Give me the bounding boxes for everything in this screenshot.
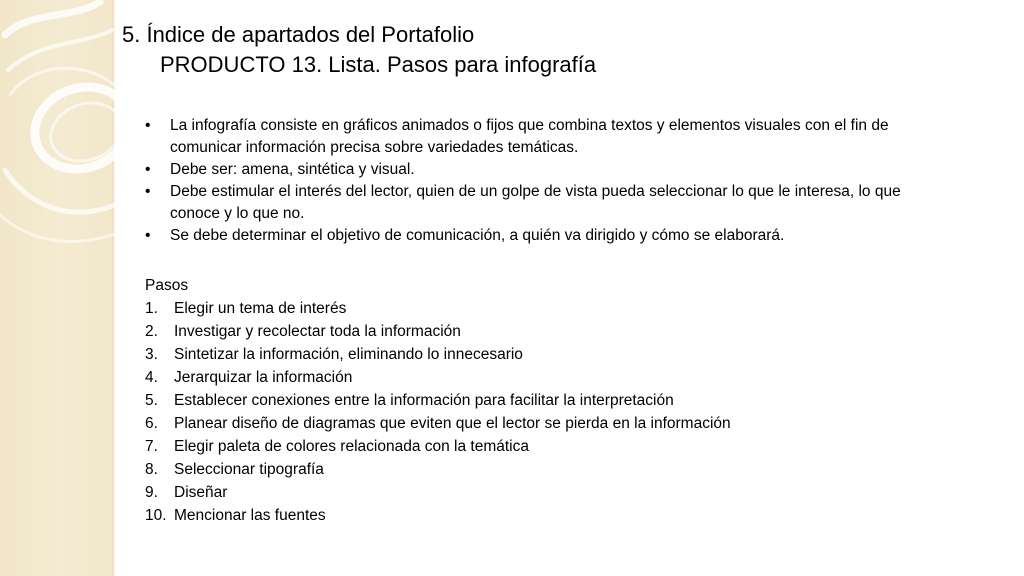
step-text: Sintetizar la información, eliminando lo innecesario bbox=[174, 346, 523, 363]
step-text: Mencionar las fuentes bbox=[174, 507, 326, 524]
step-number: 3. bbox=[145, 346, 158, 363]
bullet-text: La infografía consiste en gráficos animados o fijos que combina textos y elementos visuales con el fin de comunicar información precisa sobre variedades temáticas. bbox=[170, 117, 889, 156]
steps-heading: Pasos bbox=[145, 277, 189, 294]
bullet-dot-icon: • bbox=[145, 183, 151, 200]
step-item bbox=[145, 481, 945, 504]
step-text: Seleccionar tipografía bbox=[174, 461, 324, 478]
bullet-dot-icon: • bbox=[145, 227, 151, 244]
step-number: 9. bbox=[145, 484, 158, 501]
step-text: Elegir paleta de colores relacionada con la temática bbox=[174, 438, 529, 455]
step-item bbox=[145, 504, 945, 527]
bullet-item bbox=[145, 225, 945, 247]
bullet-text: Debe estimular el interés del lector, quien de un golpe de vista pueda seleccionar lo que le interesa, lo que conoce y lo que no. bbox=[170, 183, 901, 222]
bullet-dot-icon: • bbox=[145, 117, 151, 134]
step-number: 8. bbox=[145, 461, 158, 478]
step-item bbox=[145, 366, 945, 389]
step-number: 1. bbox=[145, 300, 158, 317]
step-number: 5. bbox=[145, 392, 158, 409]
step-item bbox=[145, 297, 945, 320]
step-text: Establecer conexiones entre la información para facilitar la interpretación bbox=[174, 392, 674, 409]
step-text: Investigar y recolectar toda la información bbox=[174, 323, 461, 340]
step-item bbox=[145, 435, 945, 458]
step-number: 4. bbox=[145, 369, 158, 386]
steps-list bbox=[145, 297, 945, 527]
decorative-swirl-graphic bbox=[0, 0, 130, 300]
bullet-item bbox=[145, 181, 945, 225]
steps-section bbox=[145, 274, 945, 527]
title-line-1: 5. Índice de apartados del Portafolio bbox=[122, 22, 475, 47]
step-item bbox=[145, 412, 945, 435]
step-number: 6. bbox=[145, 415, 158, 432]
bullet-item bbox=[145, 159, 945, 181]
step-item bbox=[145, 343, 945, 366]
step-text: Planear diseño de diagramas que eviten que el lector se pierda en la información bbox=[174, 415, 731, 432]
step-item bbox=[145, 320, 945, 343]
step-text: Elegir un tema de interés bbox=[174, 300, 347, 317]
bullet-dot-icon: • bbox=[145, 161, 151, 178]
step-text: Diseñar bbox=[174, 484, 228, 501]
slide-title bbox=[122, 20, 596, 80]
step-number: 2. bbox=[145, 323, 158, 340]
bullet-item bbox=[145, 115, 945, 159]
bullet-list bbox=[145, 115, 945, 247]
step-number: 10. bbox=[145, 507, 167, 524]
bullet-text: Debe ser: amena, sintética y visual. bbox=[170, 161, 415, 178]
step-item bbox=[145, 389, 945, 412]
step-number: 7. bbox=[145, 438, 158, 455]
step-item bbox=[145, 458, 945, 481]
title-line-2: PRODUCTO 13. Lista. Pasos para infografía bbox=[160, 52, 597, 77]
step-text: Jerarquizar la información bbox=[174, 369, 353, 386]
bullet-text: Se debe determinar el objetivo de comunicación, a quién va dirigido y cómo se elaborará. bbox=[170, 227, 785, 244]
